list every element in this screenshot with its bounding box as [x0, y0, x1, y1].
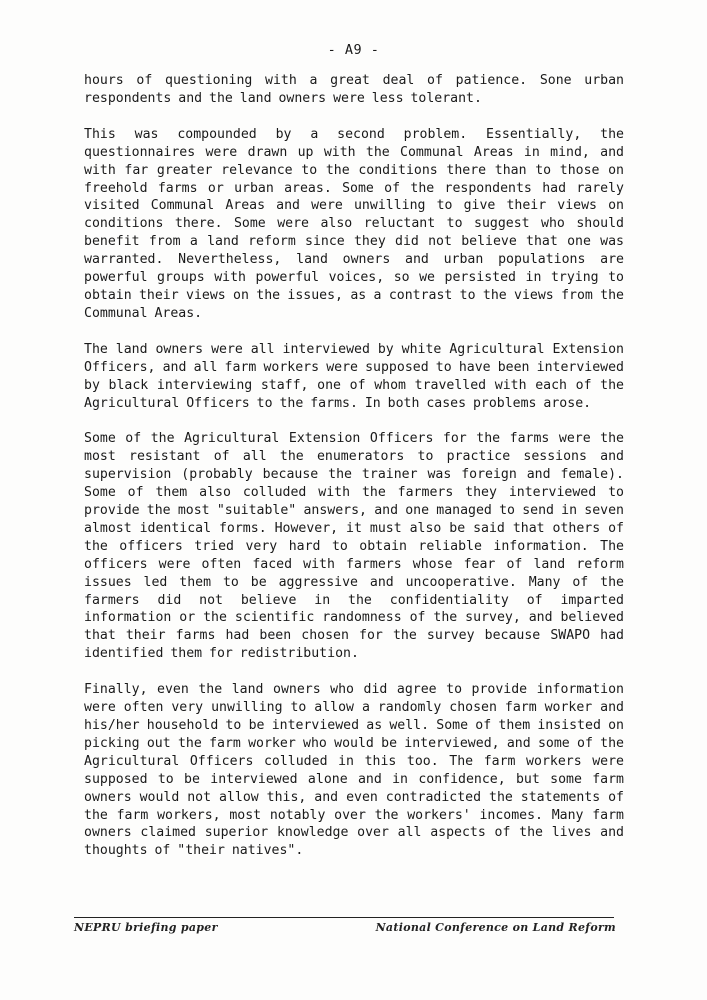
paragraph-5: Finally, even the land owners who did agree to provide information were often very unwilling to allow a randomly chosen farm worker and his/her household to be interviewed as well. Some of them insisted on picking out the farm worker who would be interviewed, and some of the Agricultural Officers colluded in this too. The farm workers were supposed to be interviewed alone and in confidence, but some farm owners would not allow this, and even contradicted the statements of the farm workers, most notably over the workers' incomes. Many farm owners claimed superior knowledge over all aspects of the lives and thoughts of "their natives". — [84, 682, 624, 859]
footer-left-text: NEPRU briefing paper — [74, 921, 218, 934]
paragraph-2: This was compounded by a second problem. Essentially, the questionnaires were drawn up with the Communal Areas in mind, and with far greater relevance to the conditions there than to those on freehold farms or urban areas. Some of the respondents had rarely visited Communal Areas and were unwilling to give their views on conditions there. Some were also reluctant to suggest who should benefit from a land reform since they did not believe that one was warranted. Nevertheless, land owners and urban populations are powerful groups with powerful voices, so we persisted in trying to obtain their views on the issues, as a contrast to the views from the Communal Areas. — [84, 126, 624, 321]
paragraph-4: Some of the Agricultural Extension Officers for the farms were the most resistant of all the enumerators to practice sessions and supervision (probably because the trainer was foreign and female). Some of them also colluded with the farmers they interviewed to provide the most "suitable" answers, and one managed to send in seven almost identical forms. However, it must also be said that others of the officers tried very hard to obtain reliable information. The officers were often faced with farmers whose fear of land reform issues led them to be aggressive and uncooperative. Many of the farmers did not believe in the confidentiality of imparted information or the scientific randomness of the survey, and believed that their farms had been chosen for the survey because SWAPO had identified them for redistribution. — [84, 431, 624, 662]
footer-rule — [74, 917, 614, 918]
paragraph-3: The land owners were all interviewed by white Agricultural Extension Officers, and all farm workers were supposed to have been interviewed by black interviewing staff, one of whom travelled with each of the Agricultural Officers to the farms. In both cases problems arose. — [84, 341, 624, 411]
page-number: - A9 - — [327, 42, 380, 58]
footer-right-text: National Conference on Land Reform — [375, 921, 616, 934]
body-text — [84, 72, 624, 878]
paragraph-1: hours of questioning with a great deal of patience. Sone urban respondents and the land owners were less tolerant. — [84, 73, 624, 106]
page-footer — [74, 921, 616, 934]
